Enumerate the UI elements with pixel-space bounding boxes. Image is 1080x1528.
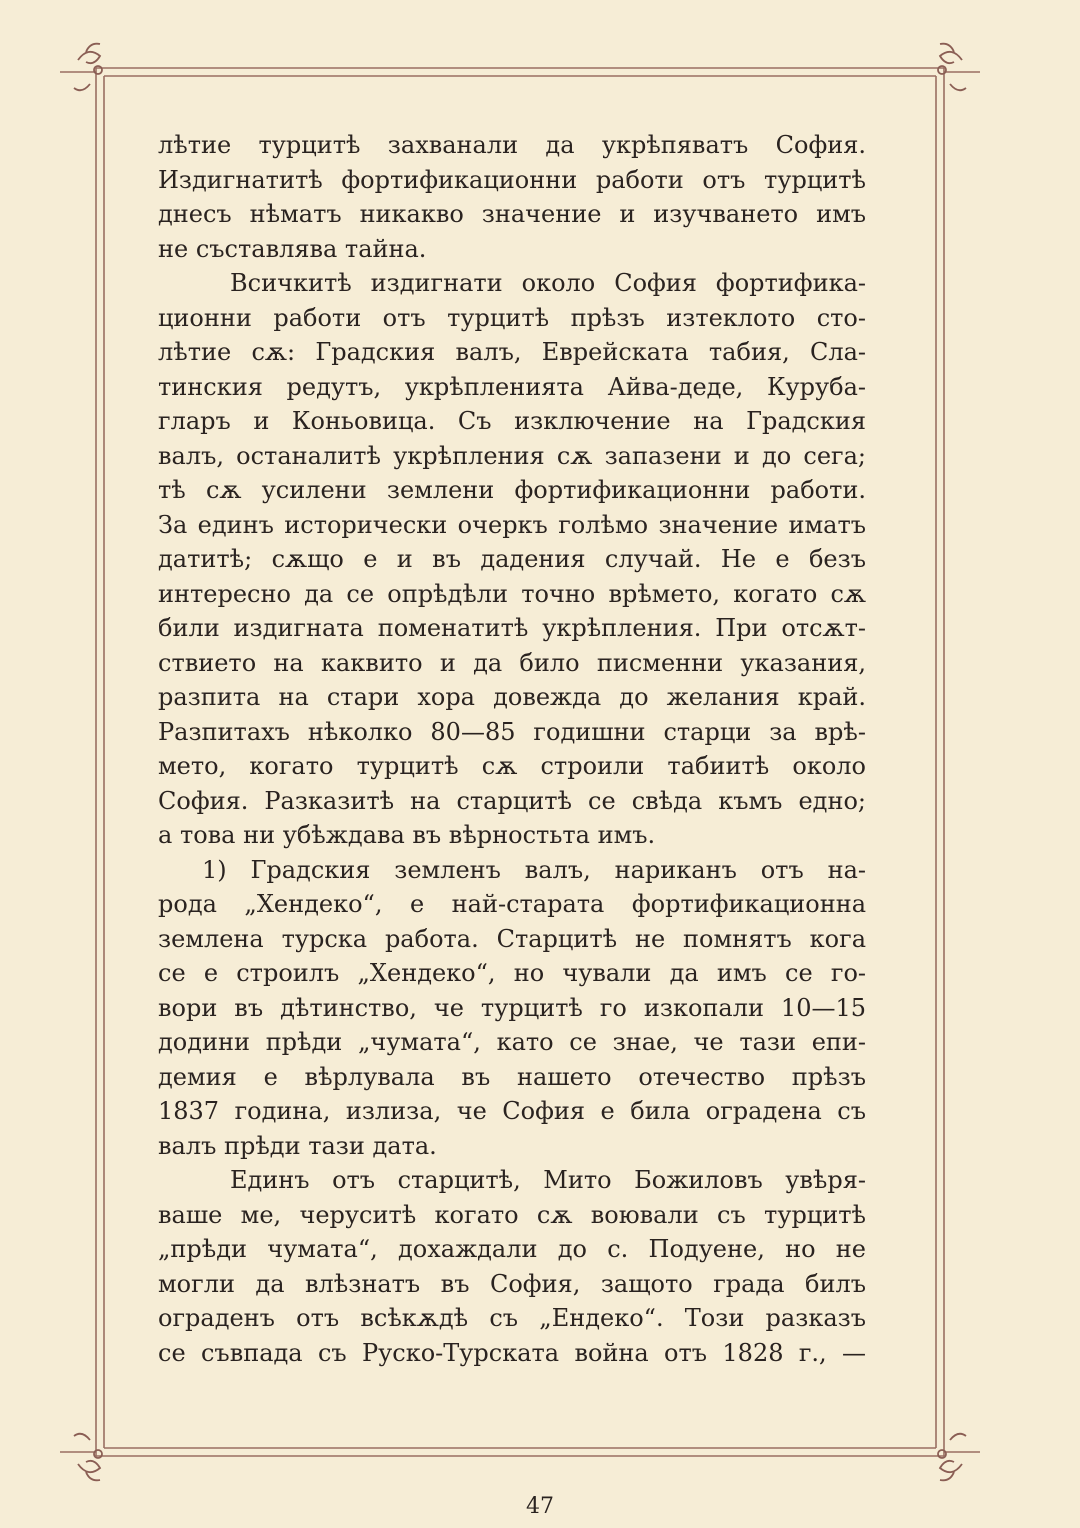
- corner-ornament-icon: [938, 1434, 966, 1481]
- text-line: 1837 година, излиза, че София е била оградена съ: [158, 1097, 866, 1125]
- text-line: Разпитахъ нѣколко 80—85 годишни старци за врѣ-: [158, 717, 866, 746]
- text-line: се съвпада съ Руско-Турската война отъ 1828 г., —: [158, 1338, 866, 1367]
- text-line: землена турска работа. Старцитѣ не помнятъ кога: [158, 924, 866, 953]
- text-line: демия е вѣрлувала въ нашето отечество прѣзъ: [158, 1062, 866, 1091]
- text-line: лѣтие сѫ: Градския валъ, Еврейската табия, Сла-: [158, 338, 866, 366]
- corner-ornament-icon: [74, 1434, 102, 1481]
- text-line: тѣ сѫ усилени землени фортификационни работи.: [158, 476, 866, 504]
- text-line: датитѣ; сѫщо е и въ дадения случай. Не е безъ: [158, 545, 866, 573]
- text-line: ствието на каквито и да било писменни указания,: [158, 648, 866, 677]
- text-line: валъ, останалитѣ укрѣпления сѫ запазени и до сега;: [158, 441, 866, 470]
- text-line: се е строилъ „Хендеко“, но чували да имъ се го-: [158, 959, 866, 987]
- text-line: вори въ дѣтинство, че турцитѣ го изкопали 10—15: [158, 993, 866, 1022]
- text-line: били издигната поменатитѣ укрѣпления. При отсѫт-: [158, 614, 866, 642]
- body-text: [158, 128, 866, 1370]
- text-line: „прѣди чумата“, дохаждали до с. Подуене, но не: [158, 1235, 866, 1263]
- text-line: София. Разказитѣ на старцитѣ се свѣда къмъ едно;: [158, 786, 866, 815]
- text-line: лѣтие турцитѣ захванали да укрѣпяватъ София.: [158, 131, 866, 159]
- corner-ornament-icon: [74, 44, 102, 91]
- text-line: Единъ отъ старцитѣ, Мито Божиловъ увѣря-: [230, 1166, 866, 1194]
- text-line: За единъ исторически очеркъ голѣмо значение иматъ: [158, 510, 866, 539]
- text-line: додини прѣди „чумата“, като се знае, че тази епи-: [158, 1028, 866, 1056]
- page-number: 47: [526, 1494, 554, 1519]
- text-line: валъ прѣди тази дата.: [158, 1131, 437, 1160]
- text-line: днесъ нѣматъ никакво значение и изучването имъ: [158, 200, 866, 228]
- text-line: Издигнатитѣ фортификационни работи отъ турцитѣ: [158, 165, 866, 194]
- text-line: рода „Хендеко“, е най-старата фортификационна: [158, 890, 866, 918]
- text-line: 1) Градския земленъ валъ, нариканъ отъ на-: [202, 855, 866, 884]
- text-line: ваше ме, черуситѣ когато сѫ воювали съ турцитѣ: [158, 1200, 866, 1229]
- text-line: гларъ и Коньовица. Съ изключение на Градския: [158, 407, 866, 435]
- text-line: могли да влѣзнатъ въ София, защото града билъ: [158, 1269, 866, 1298]
- text-line: ционни работи отъ турцитѣ прѣзъ изтеклото сто-: [158, 303, 866, 332]
- text-line: не съставлява тайна.: [158, 234, 427, 263]
- text-line: а това ни убѣждава въ вѣрностьта имъ.: [158, 821, 656, 849]
- text-line: ограденъ отъ всѣкѫдѣ съ „Ендеко“. Този разказъ: [158, 1304, 866, 1332]
- text-line: Всичкитѣ издигнати около София фортифика-: [230, 269, 866, 297]
- text-line: разпита на стари хора довежда до желания край.: [158, 683, 866, 711]
- text-line: мето, когато турцитѣ сѫ строили табиитѣ около: [158, 752, 866, 780]
- text-line: интересно да се опрѣдѣли точно врѣмето, когато сѫ: [158, 579, 866, 608]
- text-line: тинския редутъ, укрѣпленията Айва-деде, Куруба-: [158, 372, 866, 401]
- corner-ornament-icon: [938, 44, 966, 91]
